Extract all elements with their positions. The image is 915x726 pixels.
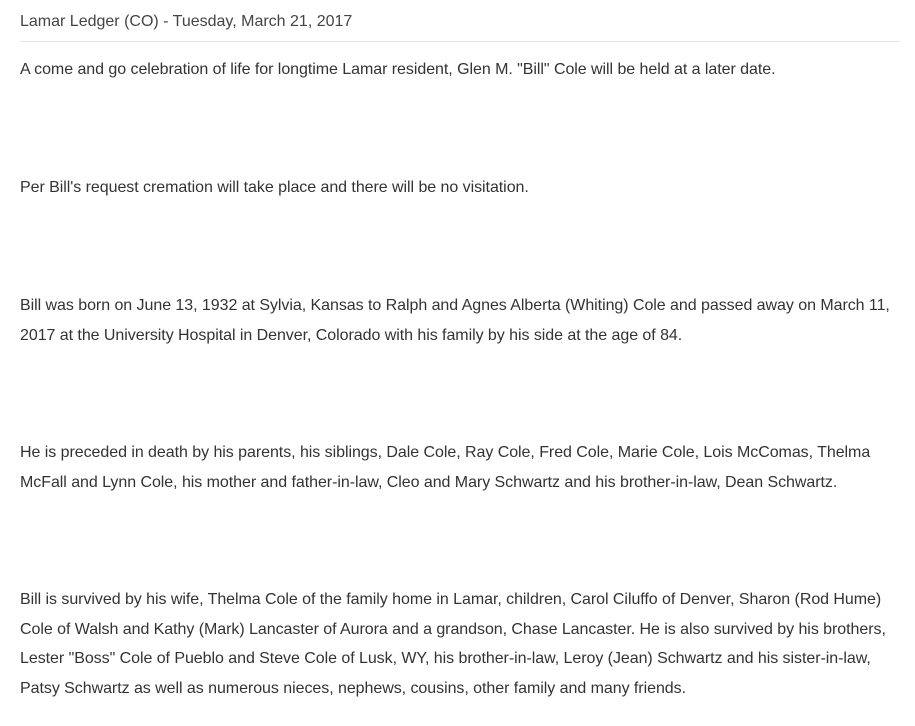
source-dateline: Lamar Ledger (CO) - Tuesday, March 21, 2017: [20, 13, 353, 30]
paragraph-birth-death: Bill was born on June 13, 1932 at Sylvia, Kansas to Ralph and Agnes Alberta (Whiting) Cole and passed away on March 11, 2017 at the University Hospital in Denver, Colorado with his family by his side at the age of 84.: [20, 297, 890, 344]
article-header: [20, 8, 900, 42]
paragraph-survived: Bill is survived by his wife, Thelma Cole of the family home in Lamar, children, Carol Ciluffo of Denver, Sharon (Rod Hume) Cole of Walsh and Kathy (Mark) Lancaster of Aurora and a grandson, Chase Lancaster. He is also survived by his brothers, Lester "Boss" Cole of Pueblo and Steve Cole of Lusk, WY, his brother-in-law, Leroy (Jean) Schwartz and his sister-in-law, Patsy Schwartz as well as numerous nieces, nephews, cousins, other family and many friends.: [20, 591, 886, 697]
paragraph-preceded: He is preceded in death by his parents, his siblings, Dale Cole, Ray Cole, Fred Cole, Marie Cole, Lois McComas, Thelma McFall and Lynn Cole, his mother and father-in-law, Cleo and Mary Schwartz and his brother-in-law, Dean Schwartz.: [20, 444, 871, 491]
paragraph-celebration: A come and go celebration of life for longtime Lamar resident, Glen M. "Bill" Cole will be held at a later date.: [20, 61, 776, 78]
paragraph-cremation: Per Bill's request cremation will take place and there will be no visitation.: [20, 179, 529, 196]
